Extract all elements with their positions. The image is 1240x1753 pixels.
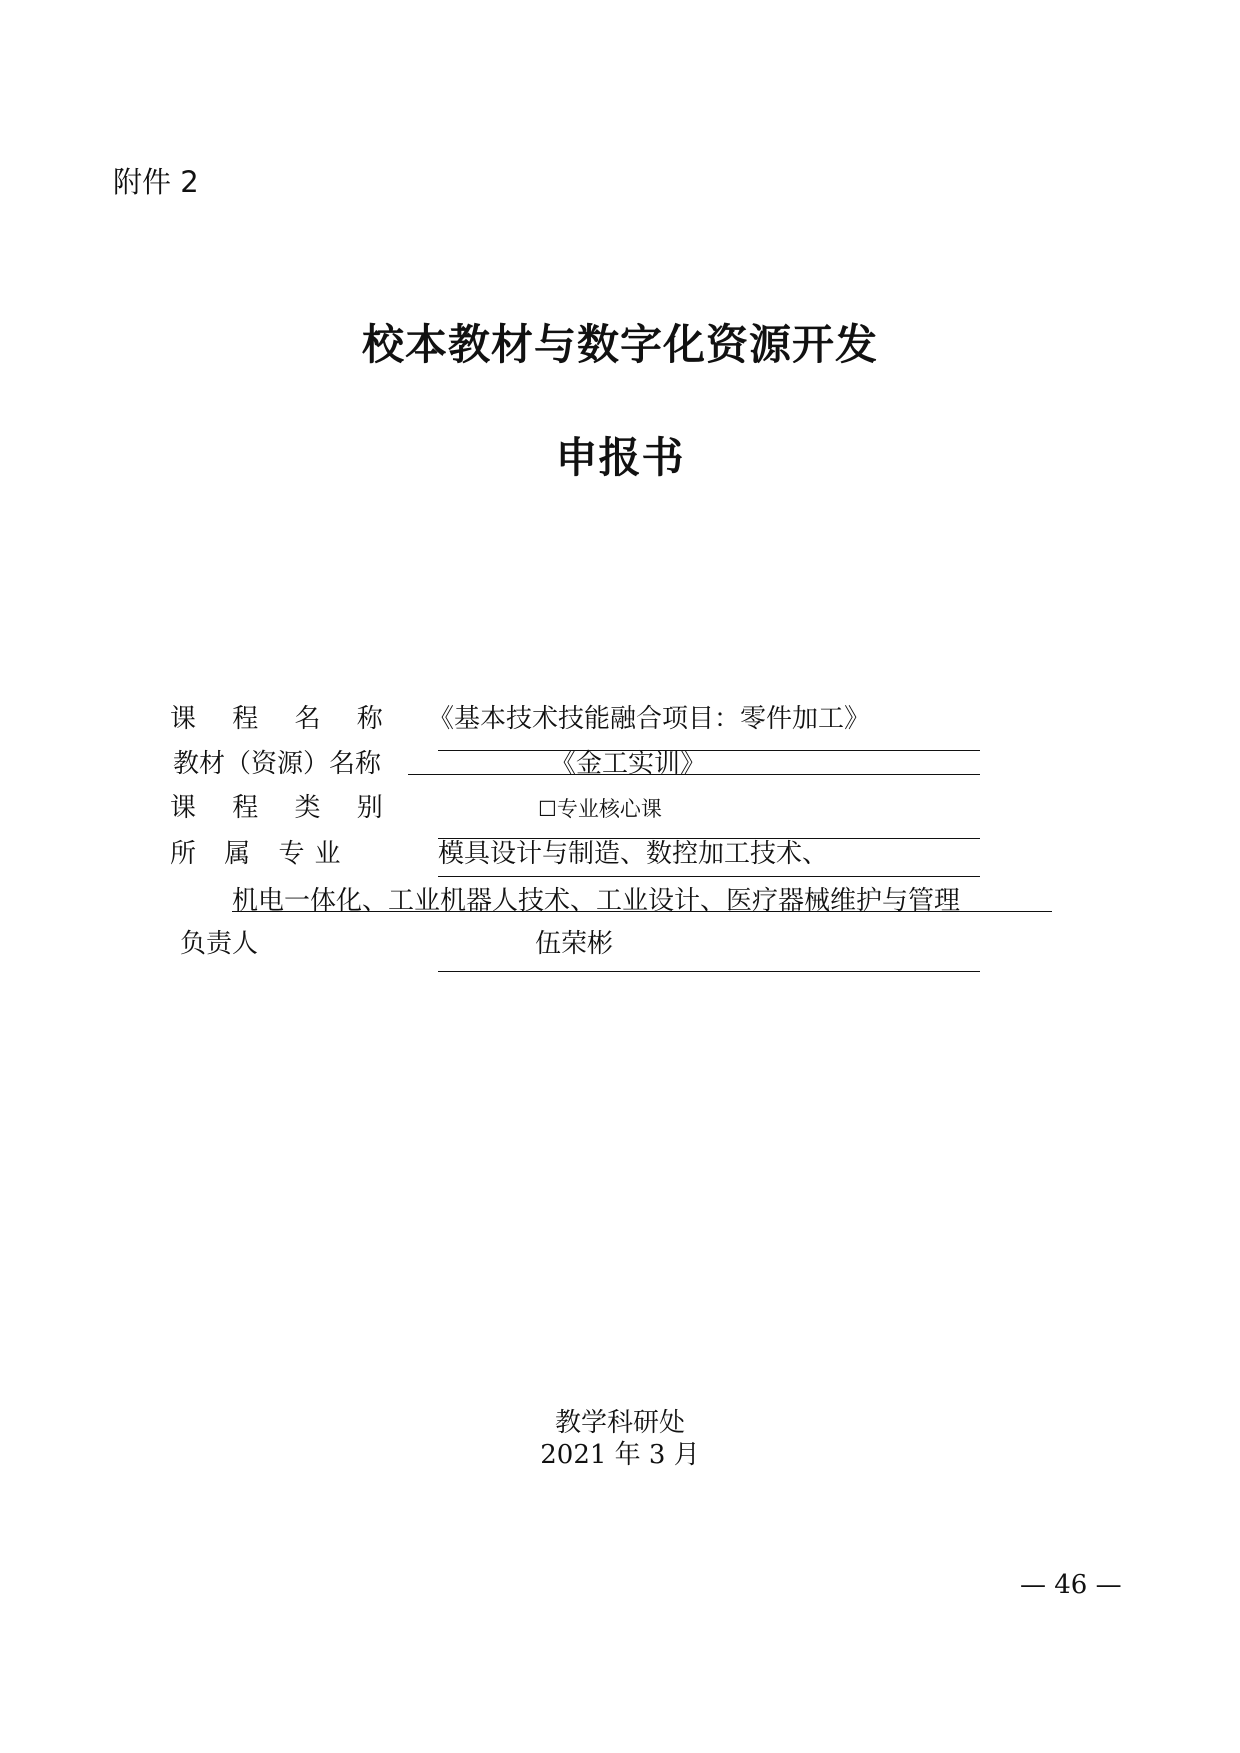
material-name-value: 《金工实训》 [550,749,707,779]
material-name-underline-top [438,750,980,751]
document-title: 校本教材与数字化资源开发 [361,320,878,369]
major-underline-top [438,838,980,839]
major-underline-1 [438,876,980,877]
attachment-label: 附件 2 [113,165,199,199]
major-value-line1: 模具设计与制造、数控加工技术、 [438,839,829,869]
material-name-label: 教材（资源）名称 [173,749,382,779]
department-name: 教学科研处 [554,1408,685,1438]
course-name-value: 《基本技术技能融合项目：零件加工》 [428,704,871,734]
document-subtitle: 申报书 [555,433,685,482]
page-number: — 46 — [1020,1570,1122,1600]
issue-date: 2021 年 3 月 [540,1440,700,1470]
course-category-label: 课 程 类 别 [170,793,397,823]
major-underline-2 [232,911,1052,912]
person-in-charge-label: 负责人 [180,929,259,959]
material-name-underline [408,774,980,775]
major-label: 所 属 专业 [170,839,351,869]
major-value-line2: 机电一体化、工业机器人技术、工业设计、医疗器械维护与管理 [232,886,961,916]
course-name-label: 课 程 名 称 [170,704,397,734]
person-in-charge-value: 伍荣彬 [535,929,614,959]
course-category-value: ☐专业核心课 [538,797,662,821]
person-in-charge-underline [438,971,980,972]
